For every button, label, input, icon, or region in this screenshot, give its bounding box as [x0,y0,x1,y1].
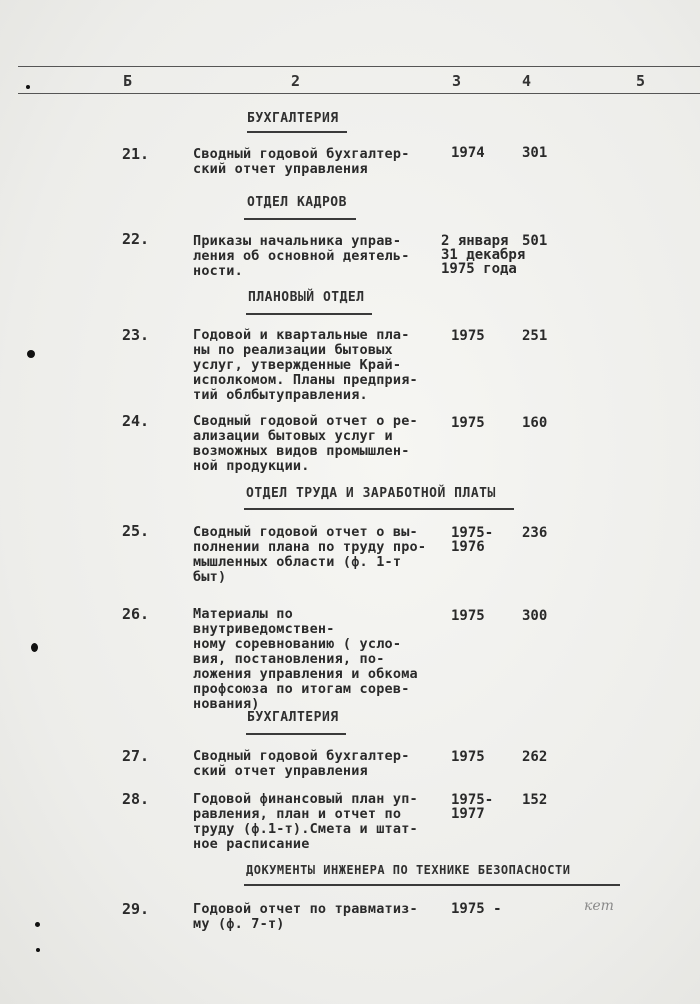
entry-year: 1975 [451,415,485,431]
entry-title: Годовой и квартальные пла- ны по реализации бытовых услуг, утвержденные Край- исполкомом. Планы предприя- тий облбытуправления. [193,327,418,403]
entry-year: 1974 [451,145,485,161]
entry-title: Приказы начальника управ- ления об основной деятель- ности. [193,233,410,279]
entry-number: 23. [122,326,150,344]
entry-year: 1975 [451,328,485,344]
binding-hole-mark [27,350,35,358]
entry-title: Материалы по внутриведомствен- ному соревнованию ( усло- вия, постановления, по- ложения управления и обкома профсоюза по итогам сорев- нования) [193,606,418,712]
header-top-rule [18,66,700,67]
section-underline [246,733,346,735]
section-heading: ОТДЕЛ КАДРОВ [247,195,347,210]
section-heading: БУХГАЛТЕРИЯ [247,111,339,126]
binding-hole-mark [26,85,30,89]
section-underline [247,131,347,133]
section-underline [244,884,620,886]
section-underline [244,508,514,510]
entry-year: 1975 [451,749,485,765]
header-bottom-rule [18,93,700,94]
entry-count: 152 [522,792,548,808]
entry-year: 1975- 1977 [451,792,494,822]
entry-title: Сводный годовой бухгалтер- ский отчет управления [193,748,410,779]
section-heading: ОТДЕЛ ТРУДА И ЗАРАБОТНОЙ ПЛАТЫ [246,486,496,501]
entry-number: 24. [122,412,150,430]
entry-year: 1975 [451,608,485,624]
entry-title: Сводный годовой отчет о вы- полнении плана по труду про- мышленных области (ф. 1-т быт) [193,524,427,585]
column-header-4: 4 [522,72,532,90]
section-heading: ДОКУМЕНТЫ ИНЖЕНЕРА ПО ТЕХНИКЕ БЕЗОПАСНОСТИ [246,863,571,877]
entry-year: 1975 - [451,901,502,917]
entry-title: Годовой финансовый план уп- равления, план и отчет по труду (ф.1-т).Смета и штат- ное расписание [193,791,418,852]
entry-number: 27. [122,747,150,765]
binding-hole-mark [31,643,38,652]
section-heading: ПЛАНОВЫЙ ОТДЕЛ [248,290,365,305]
entry-count: 236 [522,525,548,541]
section-underline [244,218,356,220]
entry-count: 251 [522,328,548,344]
entry-number: 29. [122,900,150,918]
entry-number: 22. [122,230,150,248]
entry-year: 1975- 1976 [451,525,494,555]
entry-count: 160 [522,415,548,431]
entry-count: 300 [522,608,548,624]
entry-count: 262 [522,749,548,765]
binding-hole-mark [35,922,40,927]
column-header-3: 3 [452,72,462,90]
entry-number: 25. [122,522,150,540]
binding-hole-mark [36,948,40,952]
column-header-1: Б [123,72,133,90]
entry-number: 28. [122,790,150,808]
column-header-5: 5 [636,72,646,90]
entry-year: 2 января 31 декабря 1975 года [441,233,526,277]
section-underline [246,313,372,315]
entry-count: 301 [522,145,548,161]
entry-count: 501 [522,233,548,249]
entry-number: 26. [122,605,150,623]
entry-title: Сводный годовой отчет о ре- ализации бытовых услуг и возможных видов промышлен- ной продукции. [193,413,418,474]
handwritten-note: кет [584,898,614,914]
entry-number: 21. [122,145,150,163]
entry-title: Сводный годовой бухгалтер- ский отчет управления [193,146,410,177]
section-heading: БУХГАЛТЕРИЯ [247,710,339,725]
entry-title: Годовой отчет по травматиз- му (ф. 7-т) [193,901,418,932]
column-header-2: 2 [291,72,301,90]
